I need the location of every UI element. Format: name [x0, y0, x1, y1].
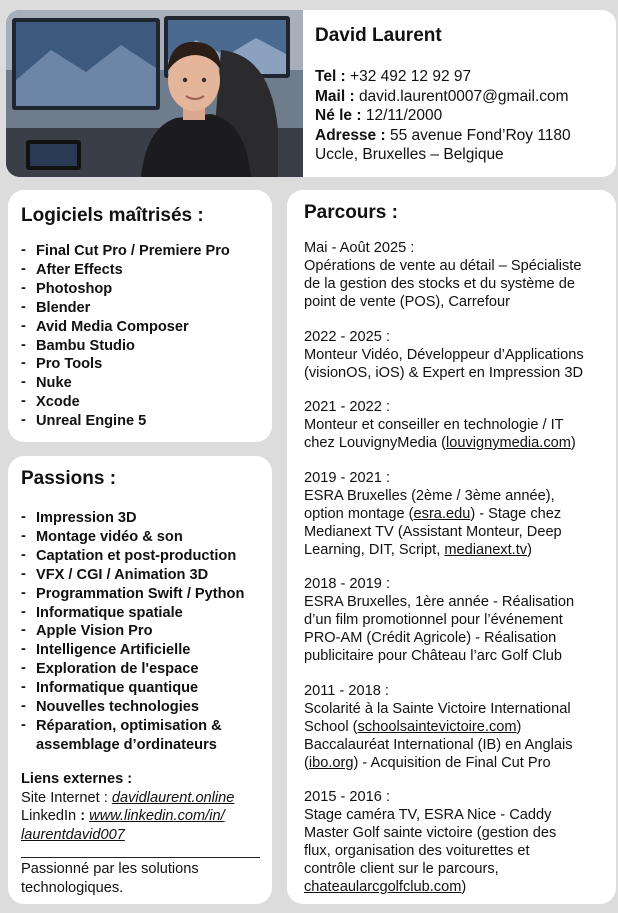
school-link[interactable]: schoolsaintevictoire.com	[357, 718, 517, 735]
list-item: - Nuke	[21, 374, 230, 393]
entry-text-line	[304, 754, 616, 772]
parcours-entry	[304, 469, 616, 559]
list-item: - Informatique quantique	[21, 679, 244, 698]
entry-text: ESRA Bruxelles, 1ère année - Réalisation	[304, 594, 575, 610]
entry-date: 2021 - 2022 :	[304, 399, 391, 415]
contact-info	[315, 67, 571, 165]
list-item: - Informatique spatiale	[21, 604, 244, 623]
entry-text: Monteur et conseiller en technologie / IT	[304, 417, 564, 433]
passions-title: Passions :	[21, 468, 117, 489]
linkedin-link-part2[interactable]: laurentdavid007	[21, 826, 125, 843]
skills-list	[21, 242, 230, 431]
linkedin-link-part1[interactable]: www.linkedin.com/in/	[89, 808, 225, 824]
parcours-entry	[304, 398, 616, 452]
linkedin-label: LinkedIn	[21, 808, 77, 824]
list-item: - Xcode	[21, 393, 230, 412]
parcours-entry	[304, 239, 616, 311]
entry-text: )	[527, 541, 532, 558]
entry-text: )	[570, 435, 576, 451]
list-item: - Photoshop	[21, 280, 230, 299]
entry-text: School (	[304, 718, 358, 735]
parcours-entries	[304, 239, 616, 913]
passions-list	[21, 509, 244, 755]
email-label: Mail :	[315, 87, 355, 105]
address-value-line1: 55 avenue Fond’Roy 1180	[389, 126, 571, 144]
entry-text: contrôle client sur le parcours,	[304, 861, 499, 877]
entry-text: point de vente (POS), Carrefour	[304, 294, 511, 310]
entry-date: 2015 - 2016 :	[304, 789, 391, 805]
divider	[21, 857, 260, 858]
skills-title: Logiciels maîtrisés :	[21, 205, 204, 226]
links-title: Liens externes :	[21, 771, 133, 787]
external-links	[21, 770, 234, 844]
entry-text: ) - Acquisition de Final Cut Pro	[353, 754, 551, 771]
louvignymedia-link[interactable]: louvignymedia.com	[445, 435, 571, 451]
list-item: - Apple Vision Pro	[21, 622, 244, 641]
entry-date: 2018 - 2019 :	[304, 576, 391, 592]
list-item: - Final Cut Pro / Premiere Pro	[21, 242, 230, 261]
entry-text: )	[516, 718, 522, 735]
website-link[interactable]: davidlaurent.online	[111, 789, 235, 806]
entry-text: (	[304, 754, 309, 771]
entry-text: Stage caméra TV, ESRA Nice - Caddy	[304, 807, 552, 823]
phone-value: +32 492 12 92 97	[350, 68, 472, 85]
tagline-line2: technologiques.	[21, 879, 124, 896]
header-card	[303, 10, 616, 177]
list-item: - Intelligence Artificielle	[21, 641, 244, 660]
esra-link[interactable]: esra.edu	[413, 505, 471, 522]
entry-text: Medianext TV (Assistant Monteur, Deep	[304, 523, 562, 540]
list-item: - Unreal Engine 5	[21, 412, 230, 431]
medianext-link[interactable]: medianext.tv	[444, 541, 528, 558]
list-item: - Réparation, optimisation &	[21, 717, 244, 736]
tagline-line1: Passionné par les solutions	[21, 861, 199, 877]
parcours-entry	[304, 328, 616, 382]
birthdate-value: 12/11/2000	[365, 107, 443, 124]
linkedin-line	[21, 807, 234, 826]
entry-text: ESRA Bruxelles (2ème / 3ème année),	[304, 487, 555, 504]
birthdate-label: Né le :	[315, 107, 362, 124]
entry-text-line	[304, 718, 616, 736]
list-item: - VFX / CGI / Animation 3D	[21, 566, 244, 585]
list-item: - Nouvelles technologies	[21, 698, 244, 717]
address-line	[315, 126, 571, 146]
list-item: - Exploration de l'espace	[21, 660, 244, 679]
ibo-link[interactable]: ibo.org	[308, 754, 354, 771]
entry-text: Learning, DIT, Script,	[304, 541, 445, 558]
email-line	[315, 87, 571, 107]
entry-text: Baccalauréat International (IB) en Anglais	[304, 736, 573, 753]
parcours-entry	[304, 575, 616, 665]
list-item: - Avid Media Composer	[21, 318, 230, 337]
parcours-title: Parcours :	[304, 202, 398, 223]
entry-date: 2011 - 2018 :	[304, 682, 389, 699]
list-item: - Captation et post-production	[21, 547, 244, 566]
entry-text: Master Golf sainte victoire (gestion des	[304, 825, 557, 841]
birthdate-line	[315, 106, 571, 126]
entry-date: 2022 - 2025 :	[304, 328, 391, 345]
list-item: - Blender	[21, 299, 230, 318]
skills-card	[8, 190, 272, 442]
entry-text: chez LouvignyMedia (	[304, 435, 446, 451]
entry-text: option montage (	[304, 505, 414, 522]
list-item: - Bambu Studio	[21, 337, 230, 356]
entry-text: de la gestion des stocks et du système de	[304, 276, 575, 292]
entry-text: (visionOS, iOS) & Expert en Impression 3D	[304, 364, 583, 381]
passions-card	[8, 456, 272, 904]
entry-text: Opérations de vente au détail – Spécialiste	[304, 258, 582, 274]
list-item: - Pro Tools	[21, 355, 230, 374]
entry-text: flux, organisation des voiturettes et	[304, 843, 530, 859]
entry-text: Monteur Vidéo, Développeur d’Applications	[304, 346, 584, 363]
list-item: - Impression 3D	[21, 509, 244, 528]
list-item: - Programmation Swift / Python	[21, 585, 244, 604]
entry-text: Scolarité à la Sainte Victoire International	[304, 700, 571, 717]
entry-text-line	[304, 541, 616, 559]
linkedin-colon: :	[76, 808, 86, 824]
website-label: Site Internet :	[21, 789, 108, 806]
linkedin-line-2	[21, 826, 234, 845]
entry-text: PRO-AM (Crédit Agricole) - Réalisation	[304, 630, 557, 646]
parcours-entry	[304, 788, 616, 896]
website-line	[21, 789, 234, 808]
email-value: david.laurent0007@gmail.com	[358, 87, 569, 105]
address-value-line2: Uccle, Bruxelles – Belgique	[315, 146, 504, 163]
entry-text-line	[304, 505, 616, 523]
entry-text: publicitaire pour Château l’arc Golf Club	[304, 648, 562, 664]
phone-label: Tel :	[315, 68, 346, 85]
tagline	[21, 860, 199, 897]
list-item: - After Effects	[21, 261, 230, 280]
phone-line	[315, 67, 571, 87]
entry-text: )	[461, 879, 467, 895]
entry-text: d’un film promotionnel pour l’événement	[304, 612, 563, 628]
parcours-card	[287, 190, 616, 904]
profile-photo	[6, 10, 303, 177]
list-item-continuation: assemblage d’ordinateurs	[36, 736, 217, 753]
full-name: David Laurent	[315, 25, 442, 46]
entry-date: Mai - Août 2025 :	[304, 240, 415, 256]
entry-date: 2019 - 2021 :	[304, 469, 391, 486]
entry-text-line	[304, 434, 616, 452]
entry-text-line	[304, 878, 616, 896]
parcours-entry	[304, 682, 616, 772]
address-label: Adresse :	[315, 126, 386, 144]
entry-text: ) - Stage chez	[470, 505, 562, 522]
golfclub-link[interactable]: chateaularcgolfclub.com	[304, 879, 462, 895]
list-item: - Montage vidéo & son	[21, 528, 244, 547]
